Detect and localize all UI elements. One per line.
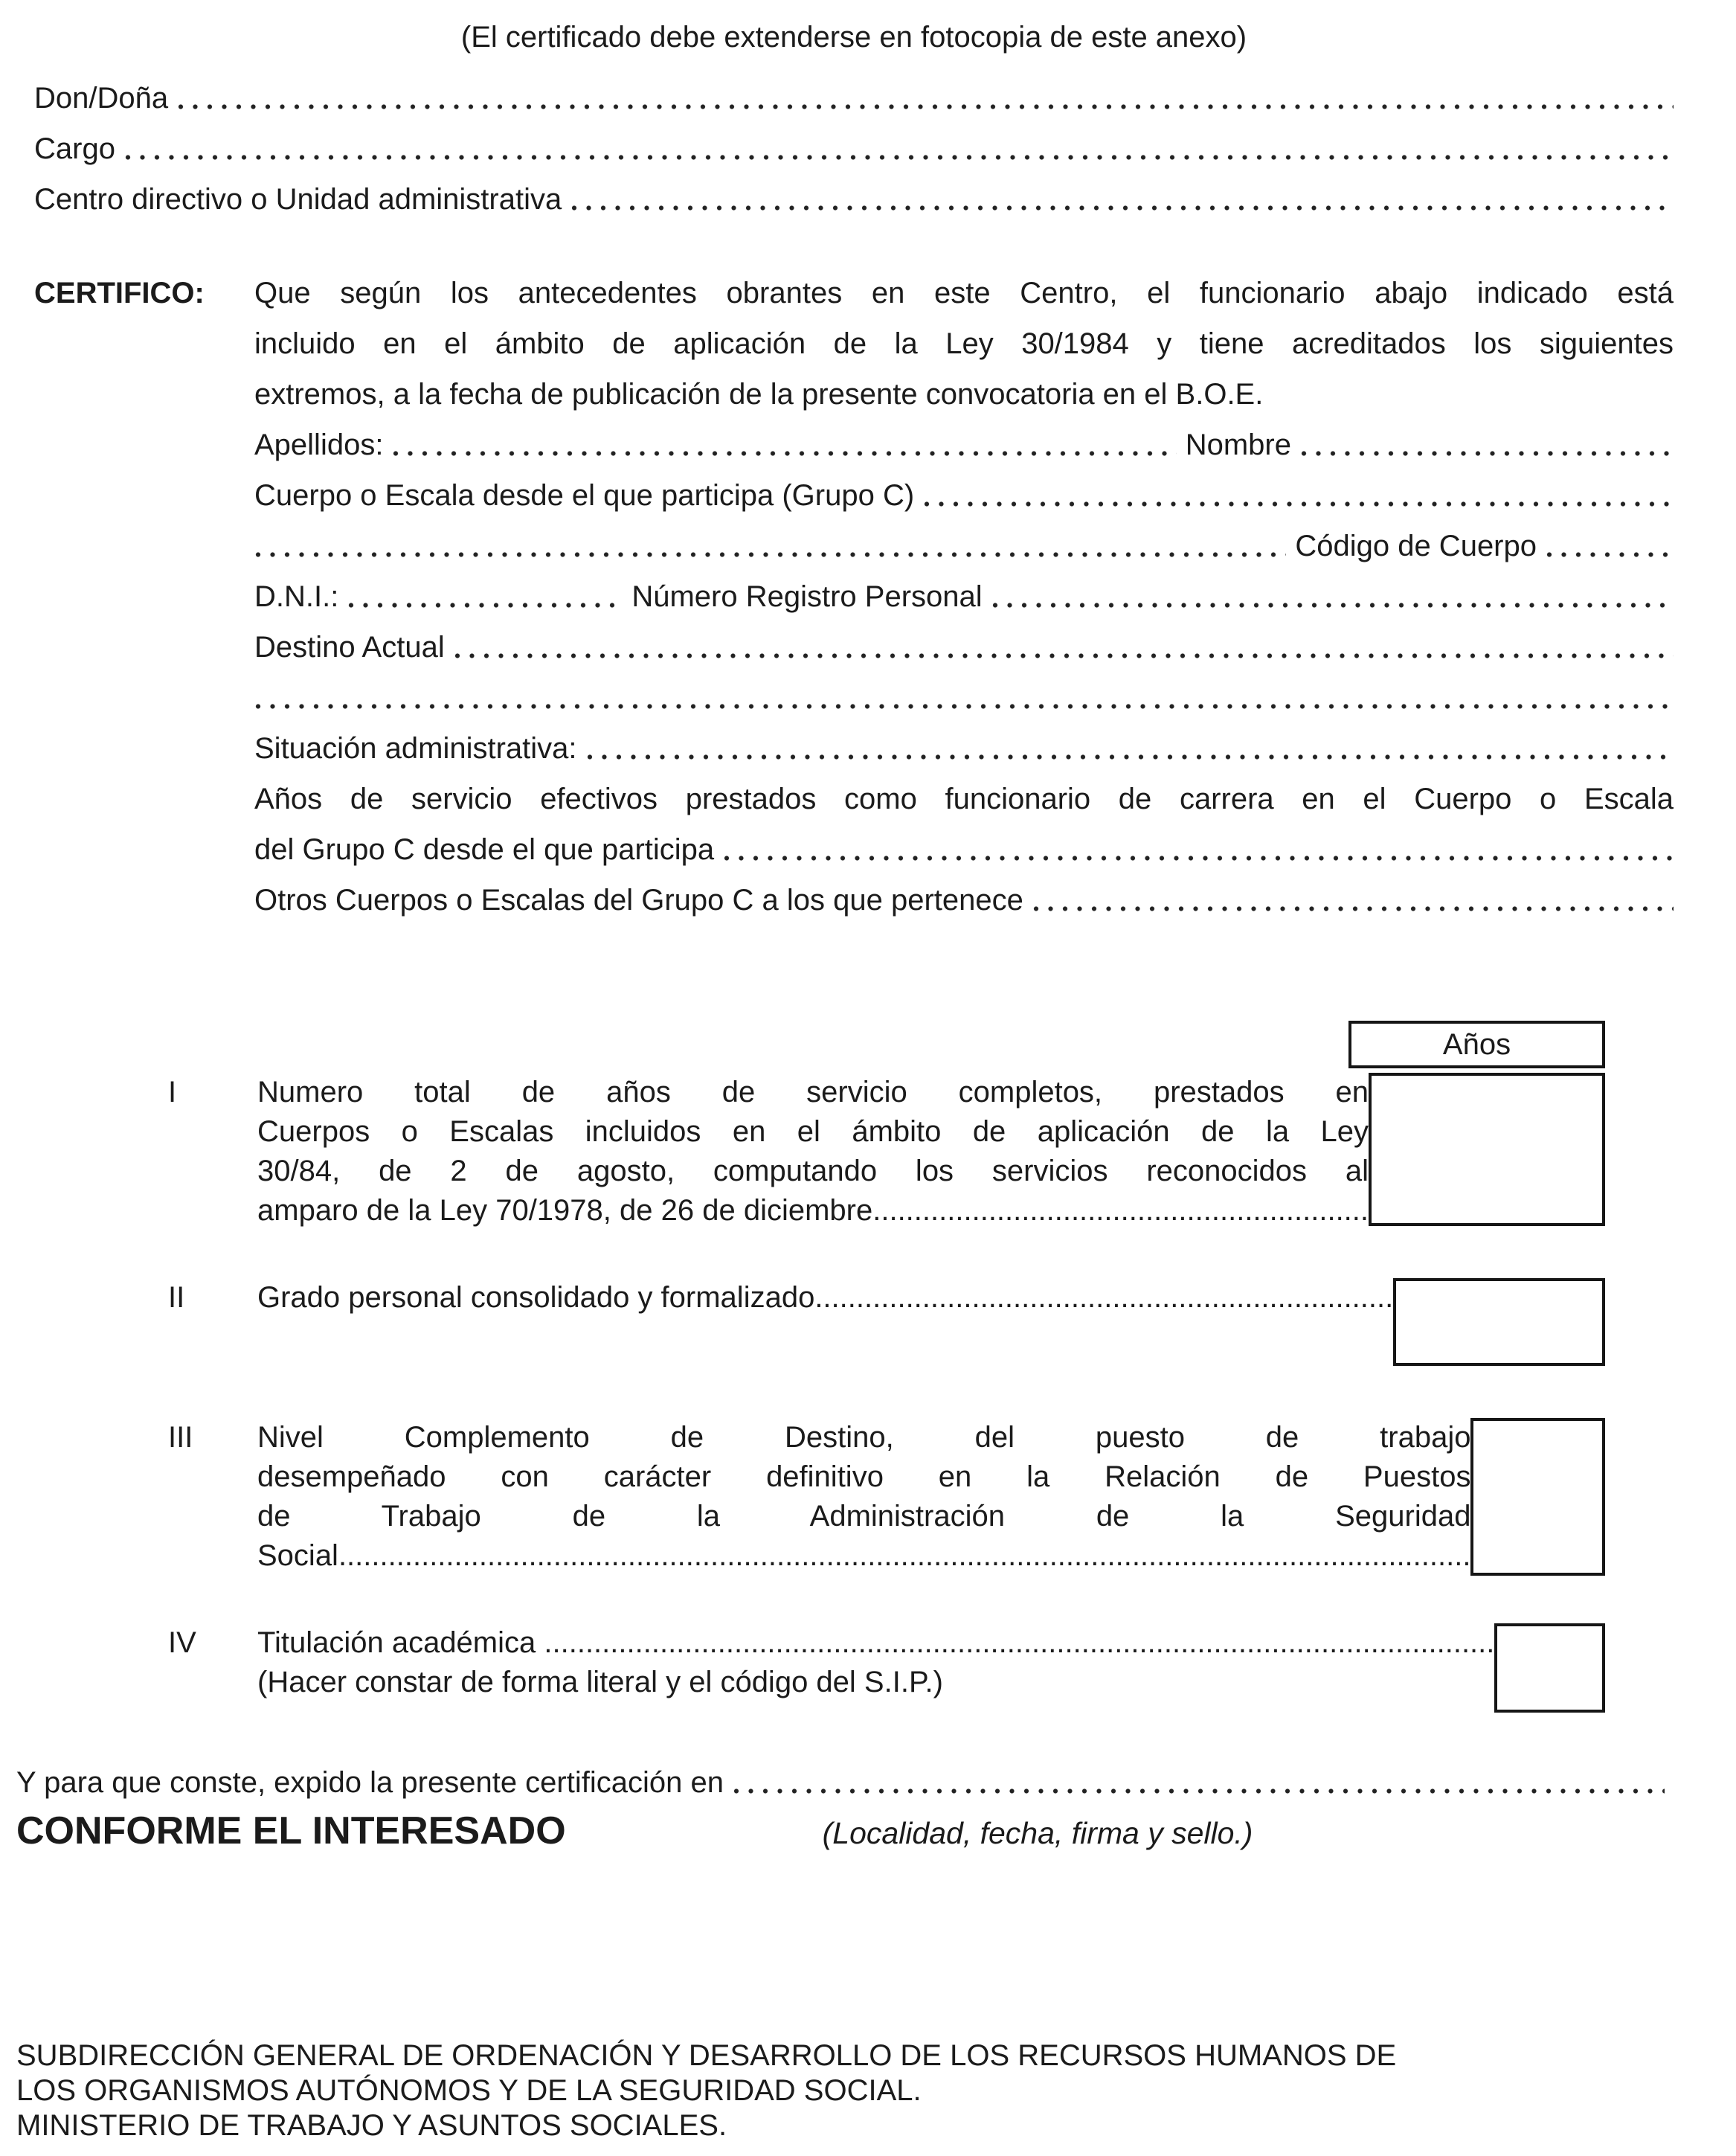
roman-numeral-3: III [168, 1421, 193, 1454]
dni-label: D.N.I.: [254, 580, 339, 613]
score-row-3 [34, 1418, 1674, 1576]
anos-value-box-1 [1369, 1073, 1605, 1226]
cuerpo-overflow-dotted-line [254, 531, 1286, 561]
anos-value-box-3 [1470, 1418, 1605, 1576]
closing-row [16, 1759, 1674, 1806]
anos-servicio-dotted-line [723, 835, 1674, 864]
header-note: (El certificado debe extenderse en fotocopia de este anexo) [460, 21, 1247, 54]
destino-dotted-line [454, 632, 1674, 662]
codigo-cuerpo-row [254, 521, 1674, 571]
certifico-line-1: Que según los antecedentes obrantes en este Centro, el funcionario abajo indicado está [254, 277, 1674, 309]
certifico-label: CERTIFICO: [34, 277, 205, 309]
dni-dotted-line [347, 582, 623, 612]
footer [16, 2038, 1674, 2143]
score-row-4 [34, 1623, 1674, 1713]
detail-fields-section [254, 420, 1674, 925]
don-dona-row [34, 73, 1674, 123]
score-row-3-text [257, 1418, 1470, 1576]
anos-servicio-row-2 [254, 824, 1674, 875]
apellidos-dotted-line [392, 430, 1176, 460]
score-row-1-text [257, 1073, 1369, 1231]
destino-label: Destino Actual [254, 631, 445, 664]
centro-row [34, 174, 1674, 225]
anos-header-row [34, 1021, 1674, 1068]
certifico-line-2: incluido en el ámbito de aplicación de la Ley 30/1984 y tiene acreditados los siguientes [254, 327, 1674, 360]
cargo-dotted-line [124, 134, 1674, 164]
don-dona-label: Don/Doña [34, 82, 169, 115]
closing-label: Y para que conste, expido la presente certificación en [16, 1766, 724, 1799]
anos-value-box-2 [1393, 1278, 1605, 1366]
codigo-cuerpo-label: Código de Cuerpo [1295, 530, 1537, 562]
cuerpo-row [254, 470, 1674, 521]
otros-cuerpos-dotted-line [1032, 885, 1674, 915]
certifico-section [34, 268, 1674, 420]
anos-header-box [1348, 1021, 1605, 1068]
centro-label: Centro directivo o Unidad administrativa [34, 183, 562, 216]
score-row-4-line-1: Titulación académica ................................................................................................................... [257, 1626, 1495, 1659]
destino-overflow-row [254, 673, 1674, 723]
cargo-row [34, 123, 1674, 174]
anos-servicio-line-1: Años de servicio efectivos prestados como funcionario de carrera en el Cuerpo o Escala [254, 783, 1674, 815]
anos-servicio-label-2: del Grupo C desde el que participa [254, 833, 715, 866]
score-row-4-note: (Hacer constar de forma literal y el código del S.I.P.) [257, 1666, 943, 1698]
dni-row [254, 571, 1674, 622]
situacion-row [254, 723, 1674, 774]
roman-numeral-2: II [168, 1281, 185, 1314]
score-row-4-text [257, 1623, 1494, 1702]
footer-line-3: MINISTERIO DE TRABAJO Y ASUNTOS SOCIALES. [16, 2109, 727, 2142]
anos-header-label: Años [1442, 1028, 1511, 1061]
cuerpo-dotted-line [923, 481, 1674, 510]
localidad-note: (Localidad, fecha, firma y sello.) [822, 1816, 1253, 1850]
situacion-label: Situación administrativa: [254, 732, 577, 765]
nombre-label: Nombre [1185, 429, 1291, 461]
apellidos-label: Apellidos: [254, 429, 384, 461]
num-registro-dotted-line [991, 582, 1674, 612]
closing-dotted-line [733, 1768, 1665, 1797]
anos-value-box-4 [1494, 1623, 1605, 1713]
score-row-1-line-4: amparo de la Ley 70/1978, de 26 de diciembre............................................................ [257, 1194, 1369, 1227]
don-dona-dotted-line [177, 83, 1674, 113]
otros-cuerpos-row [254, 875, 1674, 925]
nombre-dotted-line [1300, 430, 1674, 460]
score-row-1-line-3: 30/84, de 2 de agosto, computando los servicios reconocidos al [257, 1155, 1369, 1187]
score-row-2-line-1: Grado personal consolidado y formalizado...................................................................... [257, 1281, 1394, 1314]
score-row-1-line-2: Cuerpos o Escalas incluidos en el ámbito de aplicación de la Ley [257, 1115, 1369, 1148]
certifico-body [254, 268, 1674, 420]
situacion-dotted-line [586, 734, 1674, 763]
score-row-2-text [257, 1278, 1393, 1318]
score-row-3-line-4: Social......................................................................................................................................... [257, 1539, 1471, 1572]
score-row-1-line-1: Numero total de años de servicio completos, prestados en [257, 1076, 1369, 1109]
score-row-1 [34, 1073, 1674, 1231]
conforme-row [16, 1808, 1674, 1852]
roman-numeral-1: I [168, 1076, 177, 1109]
conforme-label: CONFORME EL INTERESADO [16, 1809, 566, 1852]
codigo-cuerpo-dotted-line [1546, 531, 1674, 561]
cargo-label: Cargo [34, 132, 115, 165]
score-row-2 [34, 1278, 1674, 1366]
footer-line-2: LOS ORGANISMOS AUTÓNOMOS Y DE LA SEGURIDAD SOCIAL. [16, 2074, 922, 2107]
score-row-3-line-2: desempeñado con carácter definitivo en la Relación de Puestos [257, 1460, 1471, 1493]
num-registro-label: Número Registro Personal [631, 580, 983, 613]
footer-line-1: SUBDIRECCIÓN GENERAL DE ORDENACIÓN Y DESARROLLO DE LOS RECURSOS HUMANOS DE [16, 2039, 1397, 2072]
score-row-3-line-3: de Trabajo de la Administración de la Seguridad [257, 1500, 1471, 1533]
apellidos-row [254, 420, 1674, 470]
roman-numeral-4: IV [168, 1626, 196, 1659]
centro-dotted-line [570, 185, 1674, 214]
closing-section [16, 1759, 1674, 1852]
destino-row [254, 622, 1674, 673]
destino-overflow-dotted-line [254, 683, 1674, 713]
certifico-line-3: extremos, a la fecha de publicación de la presente convocatoria en el B.O.E. [254, 378, 1264, 411]
otros-cuerpos-label: Otros Cuerpos o Escalas del Grupo C a los que pertenece [254, 884, 1023, 917]
cuerpo-label: Cuerpo o Escala desde el que participa (Grupo C) [254, 479, 915, 512]
score-row-3-line-1: Nivel Complemento de Destino, del puesto de trabajo [257, 1421, 1471, 1454]
